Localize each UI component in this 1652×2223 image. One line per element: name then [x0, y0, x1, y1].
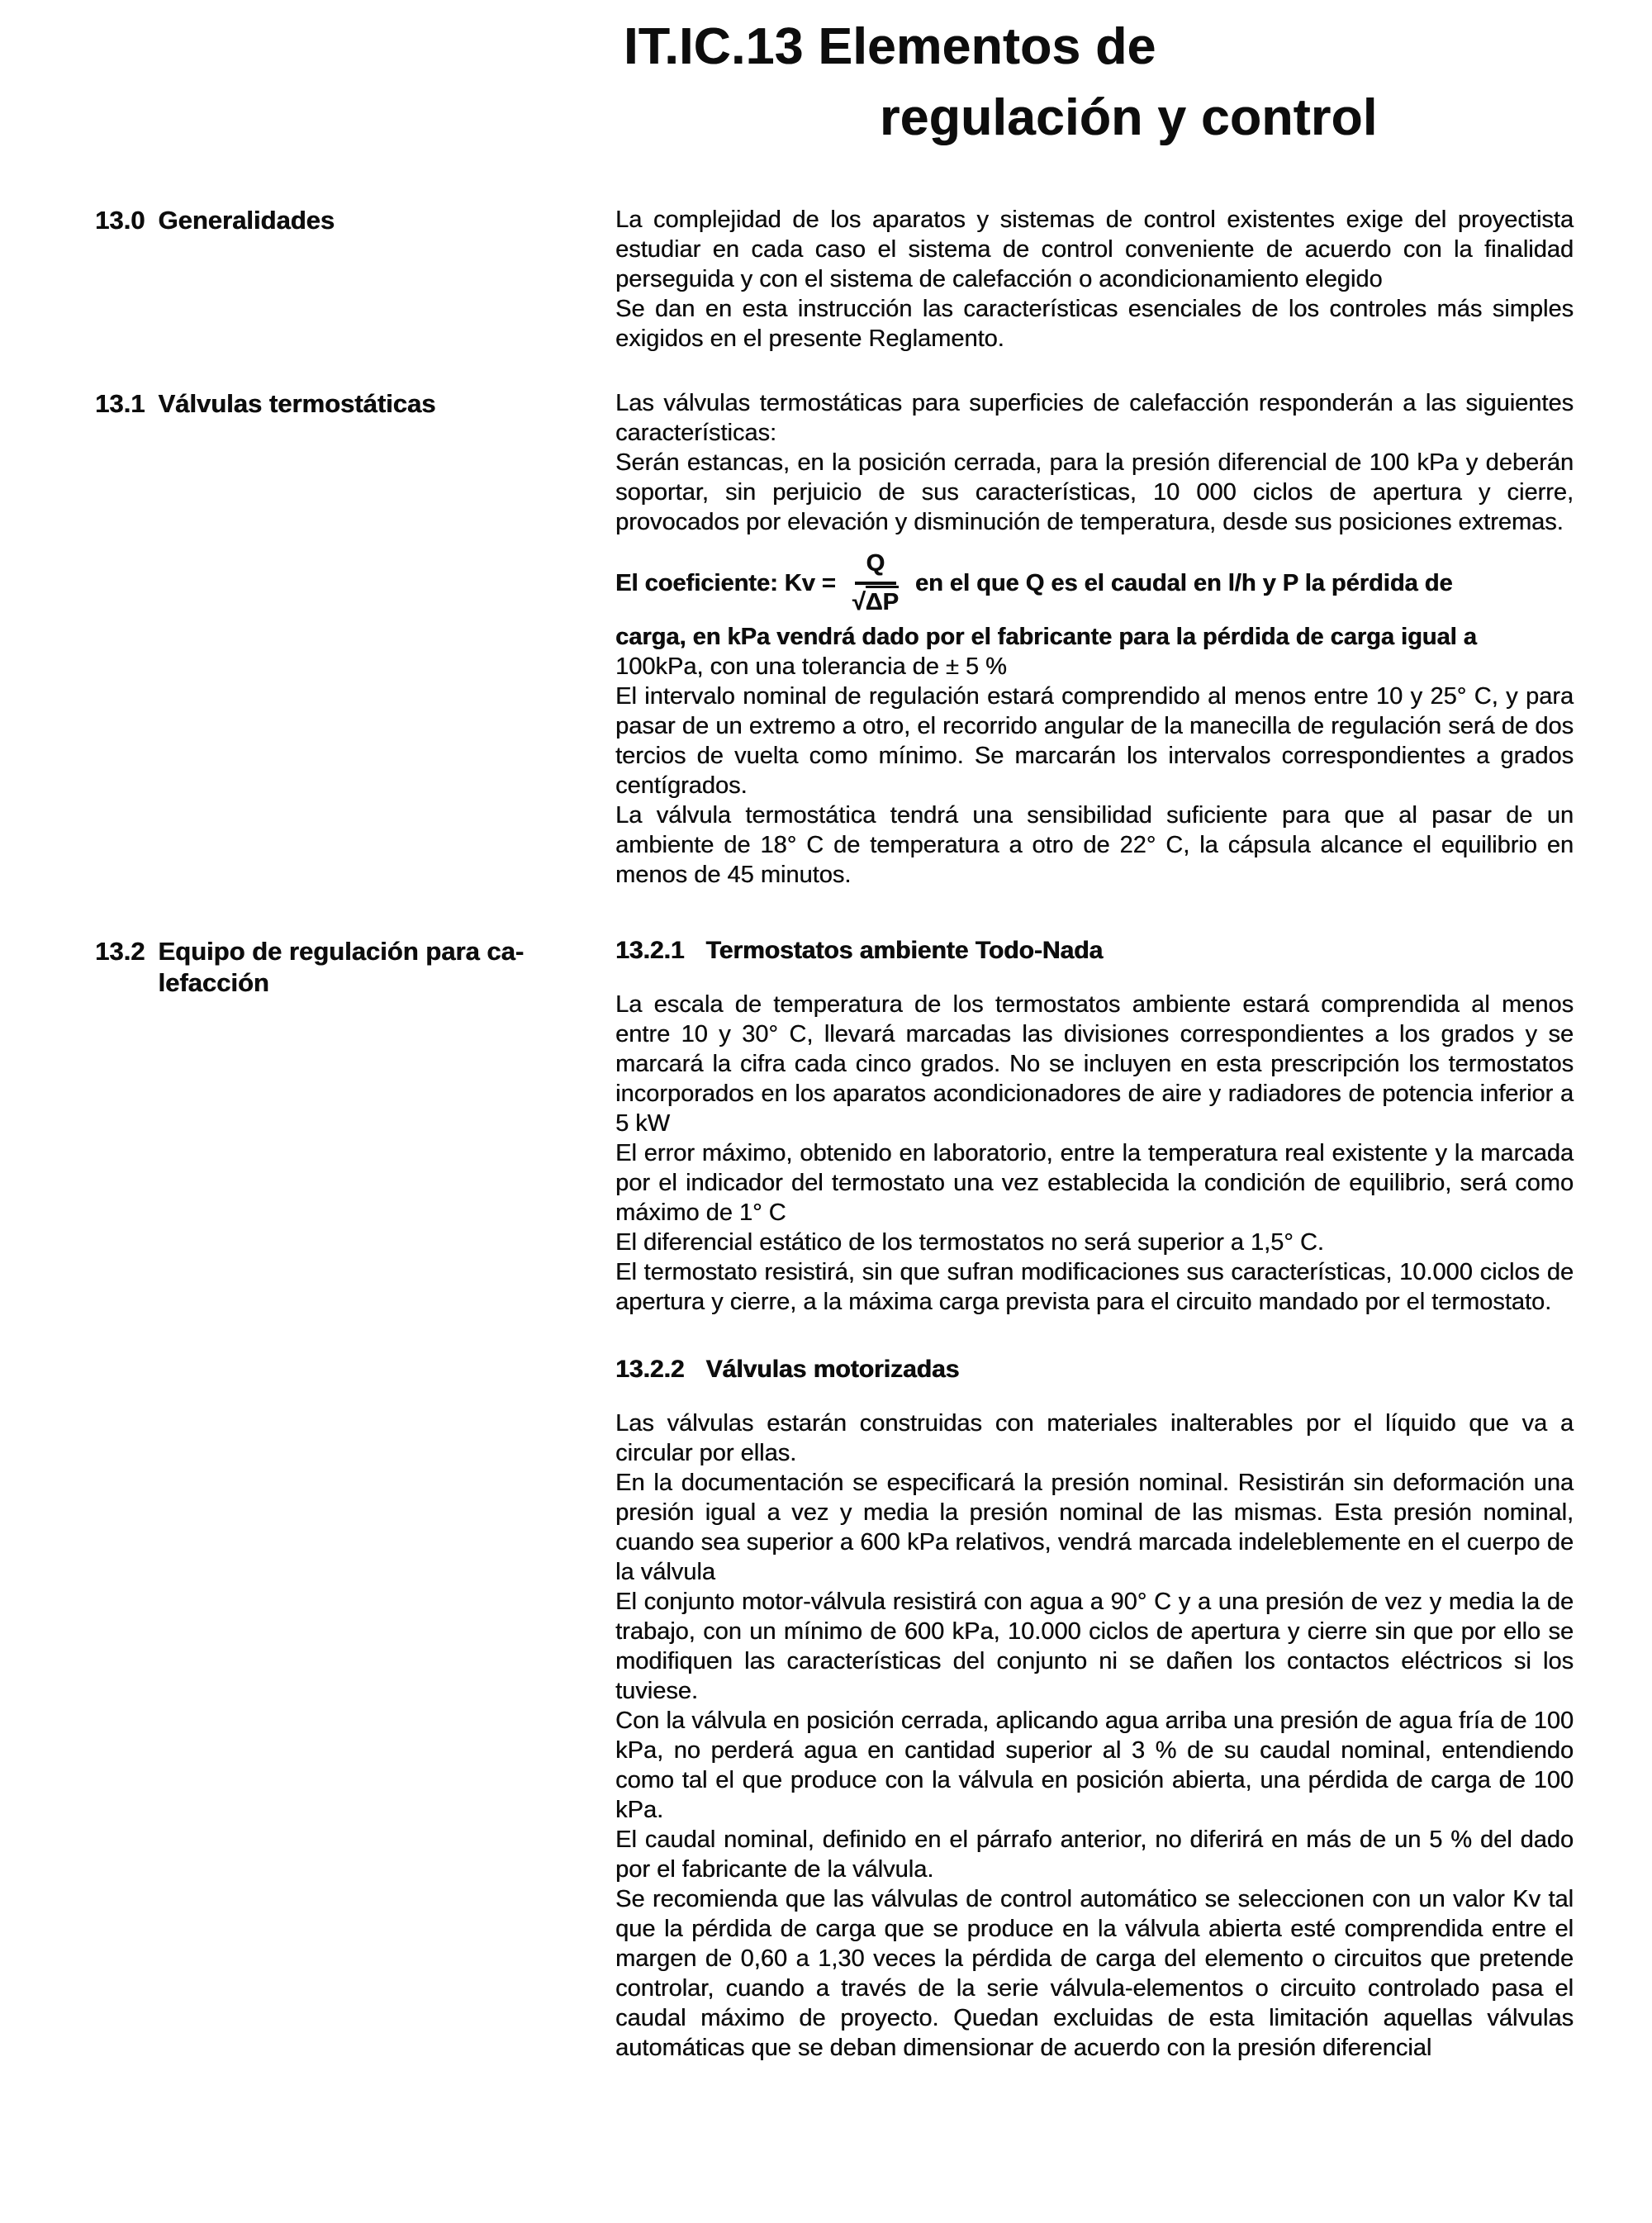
fraction-denominator — [852, 585, 899, 617]
section-13-0 — [95, 205, 1574, 354]
sqrt-sign: √ — [852, 589, 866, 615]
heading-number: 13.2 — [95, 937, 145, 966]
doc-title — [624, 12, 1574, 154]
fraction-numerator: Q — [855, 549, 897, 585]
kv-fraction — [852, 549, 899, 617]
paragraph: El conjunto motor-válvula resistirá con agua a 90° C y a una presión de vez y media la de trabajo, con un mínimo de 600 kPa, 10.000 ciclos de apertura y cierre sin que por ello se modifiquen las características del conjunto ni se dañen los contactos eléctricos si los tuviese. — [615, 1589, 1574, 1704]
section-13-2 — [95, 936, 1574, 2063]
heading-label — [158, 936, 524, 999]
paragraph: La válvula termostática tendrá una sensibilidad suficiente para que al pasar de un ambiente de 18° C de temperatura a otro de 22° C, la cápsula alcance el equilibrio en menos de 45 minutos. — [615, 802, 1574, 888]
section-13-0-heading — [95, 205, 615, 236]
heading-label-text: Válvulas termostáticas — [158, 389, 436, 418]
subsection-13-2-2-heading — [615, 1355, 1574, 1385]
formula-lead: El coeficiente: Kv = — [615, 569, 836, 596]
doc-title-line2: regulación y control — [880, 89, 1378, 146]
paragraph: 100kPa, con una tolerancia de ± 5 % — [615, 653, 1007, 680]
section-13-1-heading — [95, 388, 615, 420]
heading-label — [158, 205, 335, 236]
paragraph: Las válvulas estarán construidas con materiales inalterables por el líquido que va a circular por ellas. — [615, 1410, 1574, 1466]
paragraph: El caudal nominal, definido en el párrafo anterior, no diferirá en más de un 5 % del dado por el fabricante de la válvula. — [615, 1826, 1574, 1883]
section-13-1 — [95, 388, 1574, 890]
subheading-title: Termostatos ambiente Todo-Nada — [705, 937, 1104, 964]
section-13-2-heading — [95, 936, 615, 999]
section-13-2-body — [615, 936, 1574, 2063]
paragraph: Serán estancas, en la posición cerrada, para la presión diferencial de 100 kPa y deberán soportar, sin perjuicio de sus características, 10 000 ciclos de apertura y cierre, provocados por elevación y disminución de temperatura, desde sus posiciones extremas. — [615, 449, 1574, 535]
section-13-0-body — [615, 205, 1574, 354]
paragraph: Las válvulas termostáticas para superficies de calefacción responderán a las siguientes características: — [615, 390, 1574, 446]
radicand: ΔP — [866, 586, 899, 615]
doc-title-line1: IT.IC.13 Elementos de — [624, 18, 1156, 75]
paragraph: El error máximo, obtenido en laboratorio, entre la temperatura real existente y la marcada por el indicador del termostato una vez establecida la condición de equilibrio, será como máximo de 1° C — [615, 1140, 1574, 1226]
heading-label-line2: lefacción — [158, 968, 269, 997]
kv-formula — [615, 549, 1574, 617]
paragraph: Se dan en esta instrucción las características esenciales de los controles más simples exigidos en el presente Reglamento. — [615, 296, 1574, 352]
section-13-1-body — [615, 388, 1574, 890]
heading-number: 13.1 — [95, 389, 145, 418]
subheading-title: Válvulas motorizadas — [705, 1356, 960, 1383]
paragraph: En la documentación se especificará la presión nominal. Resistirán sin deformación una presión igual a vez y media la presión nominal de las mismas. Esta presión nominal, cuando sea superior a 600 kPa relativos, vendrá marcada indeleblemente en el cuerpo de la válvula — [615, 1470, 1574, 1585]
heading-label-text: Generalidades — [158, 206, 335, 235]
heading-label-line1: Equipo de regulación para ca- — [158, 937, 525, 966]
paragraph: carga, en kPa vendrá dado por el fabricante para la pérdida de carga igual a — [615, 624, 1477, 650]
subheading-number: 13.2.1 — [615, 937, 685, 964]
paragraph: El termostato resistirá, sin que sufran modificaciones sus características, 10.000 ciclos de apertura y cierre, a la máxima carga prevista para el circuito mandado por el termostato. — [615, 1259, 1574, 1315]
paragraph: La escala de temperatura de los termostatos ambiente estará comprendida al menos entre 10 y 30° C, llevará marcadas las divisiones correspondientes a los grados y se marcará la cifra cada cinco grados. No se incluyen en esta prescripción los termostatos incorporados en los aparatos acondicionadores de aire y radiadores de potencia inferior a 5 kW — [615, 991, 1574, 1137]
paragraph: Con la válvula en posición cerrada, aplicando agua arriba una presión de agua fría de 100 kPa, no perderá agua en cantidad superior al 3 % de su caudal nominal, entendiendo como tal el que produce con la válvula en posición abierta, una pérdida de carga de 100 kPa. — [615, 1708, 1574, 1823]
paragraph: Se recomienda que las válvulas de control automático se seleccionen con un valor Kv tal que la pérdida de carga que se produce en la válvula abierta esté comprendida entre el margen de 0,60 a 1,30 veces la pérdida de carga del elemento o circuitos que pretende controlar, cuando a través de la serie válvula-elementos o circuito controlado pasa el caudal máximo de proyecto. Quedan excluidas de esta limitación aquellas válvulas automáticas que se deban dimensionar de acuerdo con la presión diferencial — [615, 1886, 1574, 2061]
heading-label — [158, 388, 435, 420]
subheading-number: 13.2.2 — [615, 1356, 685, 1383]
heading-number: 13.0 — [95, 206, 145, 235]
subsection-13-2-1-heading — [615, 936, 1574, 966]
formula-tail: en el que Q es el caudal en l/h y P la pérdida de — [914, 569, 1453, 596]
paragraph: La complejidad de los aparatos y sistemas de control existentes exige del proyectista estudiar en cada caso el sistema de control conveniente de acuerdo con la finalidad perseguida y con el sistema de calefacción o acondicionamiento elegido — [615, 207, 1574, 292]
paragraph: El diferencial estático de los termostatos no será superior a 1,5° C. — [615, 1229, 1324, 1256]
paragraph: El intervalo nominal de regulación estará comprendido al menos entre 10 y 25° C, y para pasar de un extremo a otro, el recorrido angular de la manecilla de regulación será de dos tercios de vuelta como mínimo. Se marcarán los intervalos correspondientes a grados centígrados. — [615, 683, 1574, 799]
